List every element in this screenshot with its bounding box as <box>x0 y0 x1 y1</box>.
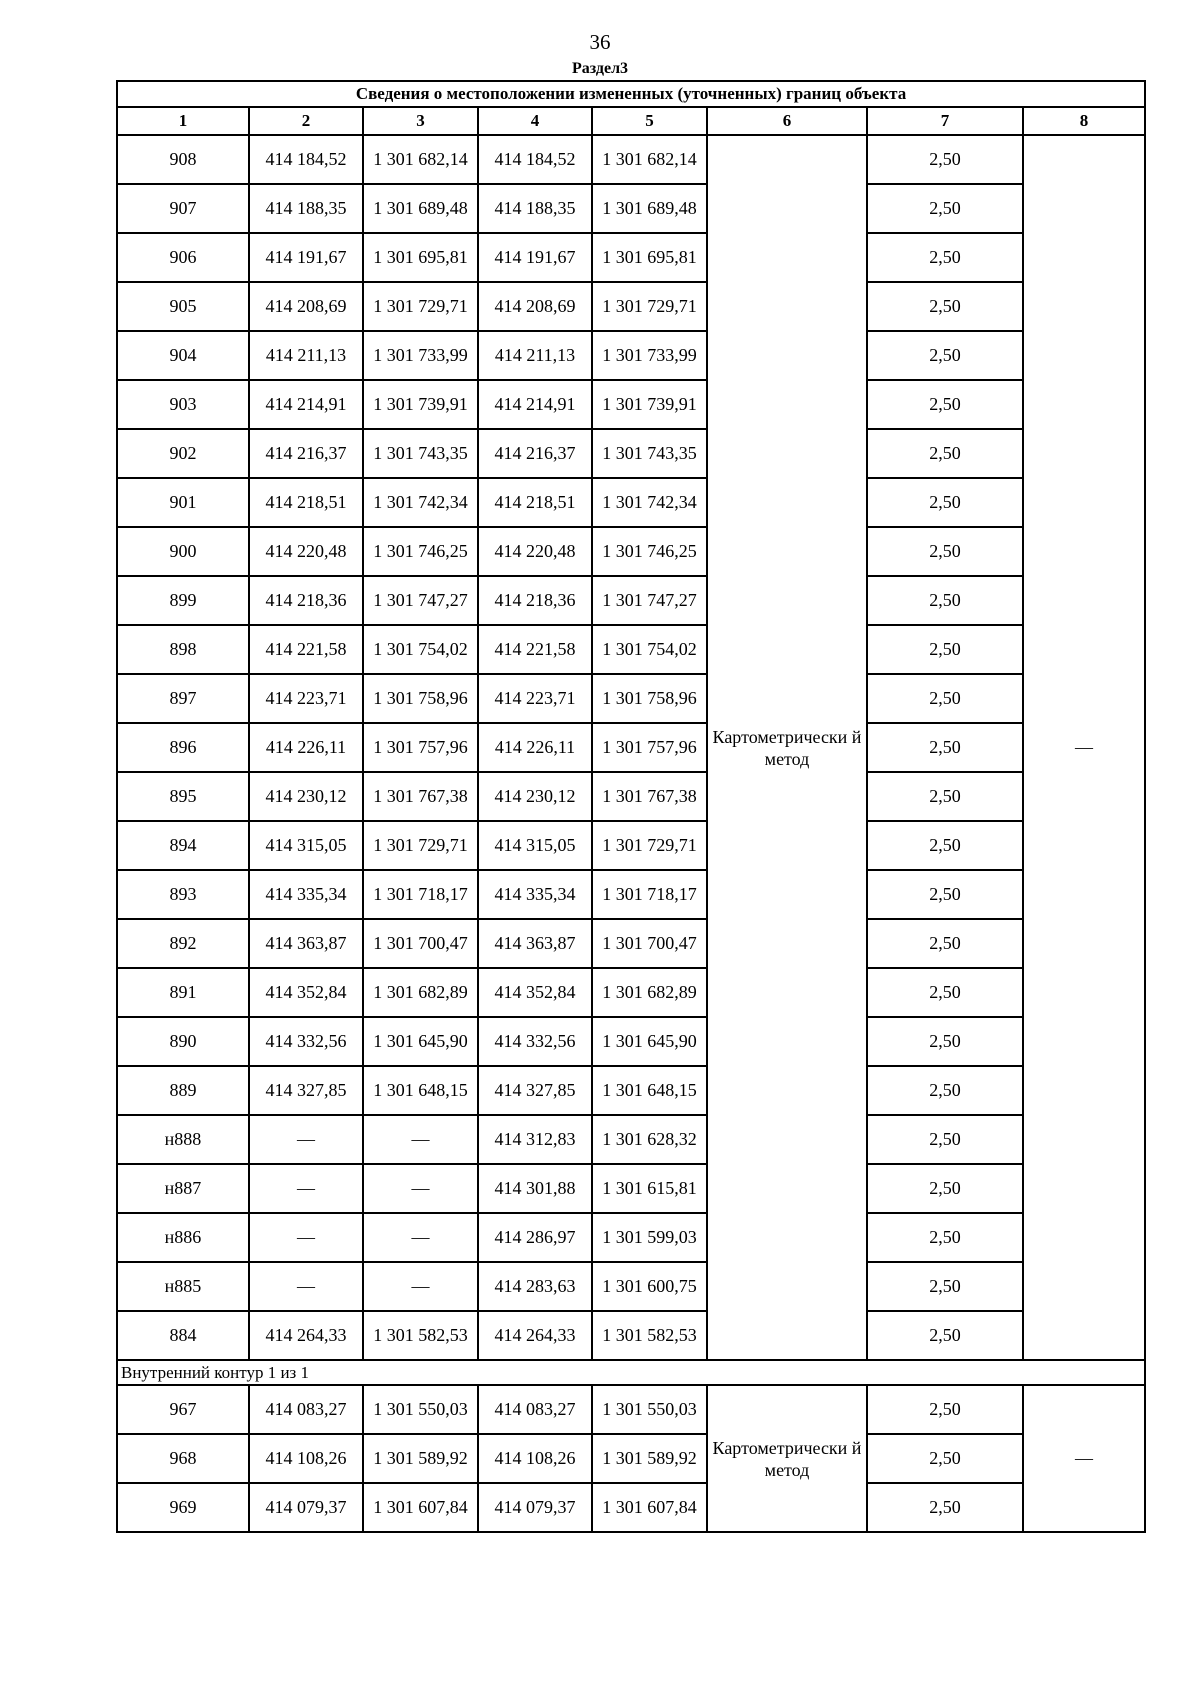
x-new-cell: 414 286,97 <box>478 1213 592 1262</box>
y-old-cell: 1 301 729,71 <box>363 821 478 870</box>
accuracy-cell: 2,50 <box>867 1115 1023 1164</box>
y-old-cell: 1 301 742,34 <box>363 478 478 527</box>
point-number-cell: 907 <box>117 184 249 233</box>
table-row <box>117 527 1145 576</box>
accuracy-cell: 2,50 <box>867 625 1023 674</box>
column-number: 7 <box>867 107 1023 135</box>
table-row <box>117 1066 1145 1115</box>
point-number-cell: 892 <box>117 919 249 968</box>
y-old-cell: 1 301 607,84 <box>363 1483 478 1532</box>
accuracy-cell: 2,50 <box>867 576 1023 625</box>
y-old-cell: 1 301 754,02 <box>363 625 478 674</box>
y-new-cell: 1 301 645,90 <box>592 1017 707 1066</box>
y-new-cell: 1 301 628,32 <box>592 1115 707 1164</box>
y-old-cell: 1 301 729,71 <box>363 282 478 331</box>
y-new-cell: 1 301 695,81 <box>592 233 707 282</box>
column-number: 6 <box>707 107 867 135</box>
accuracy-cell: 2,50 <box>867 723 1023 772</box>
y-old-cell: 1 301 682,14 <box>363 135 478 184</box>
point-number-cell: н888 <box>117 1115 249 1164</box>
accuracy-cell: 2,50 <box>867 478 1023 527</box>
table-row <box>117 919 1145 968</box>
x-old-cell: 414 211,13 <box>249 331 363 380</box>
boundary-table <box>116 80 1146 1533</box>
accuracy-cell: 2,50 <box>867 380 1023 429</box>
accuracy-cell: 2,50 <box>867 331 1023 380</box>
point-number-cell: 969 <box>117 1483 249 1532</box>
page-number: 36 <box>589 30 611 54</box>
table-row <box>117 331 1145 380</box>
y-old-cell: 1 301 695,81 <box>363 233 478 282</box>
x-old-cell: 414 327,85 <box>249 1066 363 1115</box>
x-old-cell: 414 363,87 <box>249 919 363 968</box>
point-number-cell: 905 <box>117 282 249 331</box>
x-old-cell: 414 083,27 <box>249 1385 363 1434</box>
x-old-cell: 414 220,48 <box>249 527 363 576</box>
y-old-cell: 1 301 550,03 <box>363 1385 478 1434</box>
column-number: 5 <box>592 107 707 135</box>
x-new-cell: 414 108,26 <box>478 1434 592 1483</box>
y-new-cell: 1 301 729,71 <box>592 821 707 870</box>
accuracy-cell: 2,50 <box>867 870 1023 919</box>
accuracy-cell: 2,50 <box>867 1311 1023 1360</box>
y-old-cell: 1 301 758,96 <box>363 674 478 723</box>
column-number-row <box>117 107 1145 135</box>
table-row <box>117 1434 1145 1483</box>
y-new-cell: 1 301 648,15 <box>592 1066 707 1115</box>
accuracy-cell: 2,50 <box>867 1262 1023 1311</box>
x-new-cell: 414 301,88 <box>478 1164 592 1213</box>
x-old-cell: 414 352,84 <box>249 968 363 1017</box>
x-old-cell: 414 208,69 <box>249 282 363 331</box>
point-number-cell: 908 <box>117 135 249 184</box>
table-caption: Сведения о местоположении измененных (уточненных) границ объекта <box>117 81 1145 107</box>
y-new-cell: 1 301 742,34 <box>592 478 707 527</box>
y-old-cell: — <box>363 1213 478 1262</box>
point-number-cell: 890 <box>117 1017 249 1066</box>
x-new-cell: 414 226,11 <box>478 723 592 772</box>
y-old-cell: 1 301 746,25 <box>363 527 478 576</box>
accuracy-cell: 2,50 <box>867 674 1023 723</box>
y-old-cell: 1 301 747,27 <box>363 576 478 625</box>
column-number: 4 <box>478 107 592 135</box>
accuracy-cell: 2,50 <box>867 1483 1023 1532</box>
x-new-cell: 414 216,37 <box>478 429 592 478</box>
y-new-cell: 1 301 767,38 <box>592 772 707 821</box>
x-old-cell: — <box>249 1262 363 1311</box>
x-new-cell: 414 214,91 <box>478 380 592 429</box>
y-new-cell: 1 301 607,84 <box>592 1483 707 1532</box>
y-new-cell: 1 301 600,75 <box>592 1262 707 1311</box>
table-row <box>117 625 1145 674</box>
accuracy-cell: 2,50 <box>867 968 1023 1017</box>
accuracy-cell: 2,50 <box>867 1385 1023 1434</box>
table-row <box>117 1311 1145 1360</box>
accuracy-cell: 2,50 <box>867 821 1023 870</box>
accuracy-cell: 2,50 <box>867 135 1023 184</box>
accuracy-cell: 2,50 <box>867 1017 1023 1066</box>
point-number-cell: 898 <box>117 625 249 674</box>
accuracy-cell: 2,50 <box>867 919 1023 968</box>
x-old-cell: 414 191,67 <box>249 233 363 282</box>
point-number-cell: 967 <box>117 1385 249 1434</box>
x-new-cell: 414 083,27 <box>478 1385 592 1434</box>
x-new-cell: 414 218,36 <box>478 576 592 625</box>
y-new-cell: 1 301 739,91 <box>592 380 707 429</box>
y-old-cell: — <box>363 1115 478 1164</box>
table-row <box>117 1017 1145 1066</box>
column-number: 2 <box>249 107 363 135</box>
table-row <box>117 1385 1145 1434</box>
x-new-cell: 414 221,58 <box>478 625 592 674</box>
point-number-cell: 900 <box>117 527 249 576</box>
x-old-cell: 414 216,37 <box>249 429 363 478</box>
inner-contour-label: Внутренний контур 1 из 1 <box>117 1360 1145 1385</box>
x-old-cell: 414 230,12 <box>249 772 363 821</box>
table-row <box>117 1262 1145 1311</box>
method-cell: Картометрически й метод <box>707 1385 867 1532</box>
x-new-cell: 414 211,13 <box>478 331 592 380</box>
x-old-cell: 414 184,52 <box>249 135 363 184</box>
y-new-cell: 1 301 682,14 <box>592 135 707 184</box>
point-number-cell: 897 <box>117 674 249 723</box>
y-new-cell: 1 301 733,99 <box>592 331 707 380</box>
y-new-cell: 1 301 700,47 <box>592 919 707 968</box>
x-new-cell: 414 208,69 <box>478 282 592 331</box>
y-old-cell: 1 301 589,92 <box>363 1434 478 1483</box>
point-number-cell: 894 <box>117 821 249 870</box>
x-old-cell: — <box>249 1115 363 1164</box>
y-old-cell: 1 301 739,91 <box>363 380 478 429</box>
x-new-cell: 414 184,52 <box>478 135 592 184</box>
table-row <box>117 821 1145 870</box>
accuracy-cell: 2,50 <box>867 1164 1023 1213</box>
x-old-cell: 414 079,37 <box>249 1483 363 1532</box>
table-row <box>117 576 1145 625</box>
x-old-cell: 414 221,58 <box>249 625 363 674</box>
point-number-cell: 901 <box>117 478 249 527</box>
x-old-cell: 414 223,71 <box>249 674 363 723</box>
table-row <box>117 870 1145 919</box>
x-old-cell: — <box>249 1213 363 1262</box>
y-new-cell: 1 301 757,96 <box>592 723 707 772</box>
y-old-cell: 1 301 743,35 <box>363 429 478 478</box>
y-old-cell: 1 301 757,96 <box>363 723 478 772</box>
y-new-cell: 1 301 743,35 <box>592 429 707 478</box>
table-row <box>117 135 1145 184</box>
y-old-cell: — <box>363 1164 478 1213</box>
x-old-cell: 414 332,56 <box>249 1017 363 1066</box>
x-new-cell: 414 218,51 <box>478 478 592 527</box>
y-old-cell: 1 301 648,15 <box>363 1066 478 1115</box>
point-number-cell: 893 <box>117 870 249 919</box>
section-title: Раздел3 <box>571 60 629 77</box>
method-cell: Картометрически й метод <box>707 135 867 1360</box>
x-old-cell: 414 264,33 <box>249 1311 363 1360</box>
point-number-cell: 899 <box>117 576 249 625</box>
table-row <box>117 184 1145 233</box>
point-number-cell: 895 <box>117 772 249 821</box>
x-old-cell: — <box>249 1164 363 1213</box>
x-new-cell: 414 220,48 <box>478 527 592 576</box>
x-new-cell: 414 283,63 <box>478 1262 592 1311</box>
table-row <box>117 478 1145 527</box>
column-8-cell: — <box>1023 135 1145 1360</box>
y-old-cell: 1 301 700,47 <box>363 919 478 968</box>
y-new-cell: 1 301 729,71 <box>592 282 707 331</box>
table-row <box>117 380 1145 429</box>
y-new-cell: 1 301 682,89 <box>592 968 707 1017</box>
y-old-cell: 1 301 645,90 <box>363 1017 478 1066</box>
x-new-cell: 414 335,34 <box>478 870 592 919</box>
table-row <box>117 1483 1145 1532</box>
x-old-cell: 414 315,05 <box>249 821 363 870</box>
point-number-cell: 884 <box>117 1311 249 1360</box>
point-number-cell: 904 <box>117 331 249 380</box>
y-new-cell: 1 301 747,27 <box>592 576 707 625</box>
point-number-cell: 902 <box>117 429 249 478</box>
x-old-cell: 414 108,26 <box>249 1434 363 1483</box>
column-number: 3 <box>363 107 478 135</box>
x-new-cell: 414 188,35 <box>478 184 592 233</box>
y-new-cell: 1 301 599,03 <box>592 1213 707 1262</box>
x-new-cell: 414 079,37 <box>478 1483 592 1532</box>
y-new-cell: 1 301 746,25 <box>592 527 707 576</box>
accuracy-cell: 2,50 <box>867 1066 1023 1115</box>
table-row <box>117 233 1145 282</box>
y-new-cell: 1 301 718,17 <box>592 870 707 919</box>
table-row <box>117 674 1145 723</box>
inner-contour-section <box>117 1360 1145 1385</box>
point-number-cell: н886 <box>117 1213 249 1262</box>
y-old-cell: 1 301 582,53 <box>363 1311 478 1360</box>
x-new-cell: 414 312,83 <box>478 1115 592 1164</box>
y-old-cell: — <box>363 1262 478 1311</box>
table-row <box>117 772 1145 821</box>
accuracy-cell: 2,50 <box>867 527 1023 576</box>
y-old-cell: 1 301 689,48 <box>363 184 478 233</box>
x-old-cell: 414 188,35 <box>249 184 363 233</box>
y-new-cell: 1 301 582,53 <box>592 1311 707 1360</box>
y-new-cell: 1 301 758,96 <box>592 674 707 723</box>
x-old-cell: 414 218,51 <box>249 478 363 527</box>
accuracy-cell: 2,50 <box>867 282 1023 331</box>
accuracy-cell: 2,50 <box>867 1434 1023 1483</box>
table-row <box>117 282 1145 331</box>
x-old-cell: 414 226,11 <box>249 723 363 772</box>
x-old-cell: 414 335,34 <box>249 870 363 919</box>
table-row <box>117 968 1145 1017</box>
table-row <box>117 1164 1145 1213</box>
point-number-cell: 906 <box>117 233 249 282</box>
y-old-cell: 1 301 733,99 <box>363 331 478 380</box>
point-number-cell: 889 <box>117 1066 249 1115</box>
y-new-cell: 1 301 550,03 <box>592 1385 707 1434</box>
table-row <box>117 1213 1145 1262</box>
y-old-cell: 1 301 682,89 <box>363 968 478 1017</box>
accuracy-cell: 2,50 <box>867 429 1023 478</box>
x-new-cell: 414 230,12 <box>478 772 592 821</box>
y-old-cell: 1 301 767,38 <box>363 772 478 821</box>
x-new-cell: 414 264,33 <box>478 1311 592 1360</box>
x-old-cell: 414 214,91 <box>249 380 363 429</box>
column-number: 8 <box>1023 107 1145 135</box>
inner-contour-body <box>117 1385 1145 1532</box>
x-new-cell: 414 327,85 <box>478 1066 592 1115</box>
accuracy-cell: 2,50 <box>867 184 1023 233</box>
y-old-cell: 1 301 718,17 <box>363 870 478 919</box>
table-row <box>117 429 1145 478</box>
outer-contour-body <box>117 135 1145 1360</box>
point-number-cell: н887 <box>117 1164 249 1213</box>
point-number-cell: 968 <box>117 1434 249 1483</box>
x-new-cell: 414 191,67 <box>478 233 592 282</box>
y-new-cell: 1 301 589,92 <box>592 1434 707 1483</box>
accuracy-cell: 2,50 <box>867 772 1023 821</box>
x-old-cell: 414 218,36 <box>249 576 363 625</box>
x-new-cell: 414 332,56 <box>478 1017 592 1066</box>
x-new-cell: 414 315,05 <box>478 821 592 870</box>
y-new-cell: 1 301 754,02 <box>592 625 707 674</box>
point-number-cell: н885 <box>117 1262 249 1311</box>
accuracy-cell: 2,50 <box>867 233 1023 282</box>
point-number-cell: 891 <box>117 968 249 1017</box>
accuracy-cell: 2,50 <box>867 1213 1023 1262</box>
column-number: 1 <box>117 107 249 135</box>
point-number-cell: 896 <box>117 723 249 772</box>
x-new-cell: 414 363,87 <box>478 919 592 968</box>
y-new-cell: 1 301 689,48 <box>592 184 707 233</box>
x-new-cell: 414 223,71 <box>478 674 592 723</box>
y-new-cell: 1 301 615,81 <box>592 1164 707 1213</box>
column-8-cell: — <box>1023 1385 1145 1532</box>
point-number-cell: 903 <box>117 380 249 429</box>
x-new-cell: 414 352,84 <box>478 968 592 1017</box>
table-row <box>117 1115 1145 1164</box>
table-row <box>117 723 1145 772</box>
